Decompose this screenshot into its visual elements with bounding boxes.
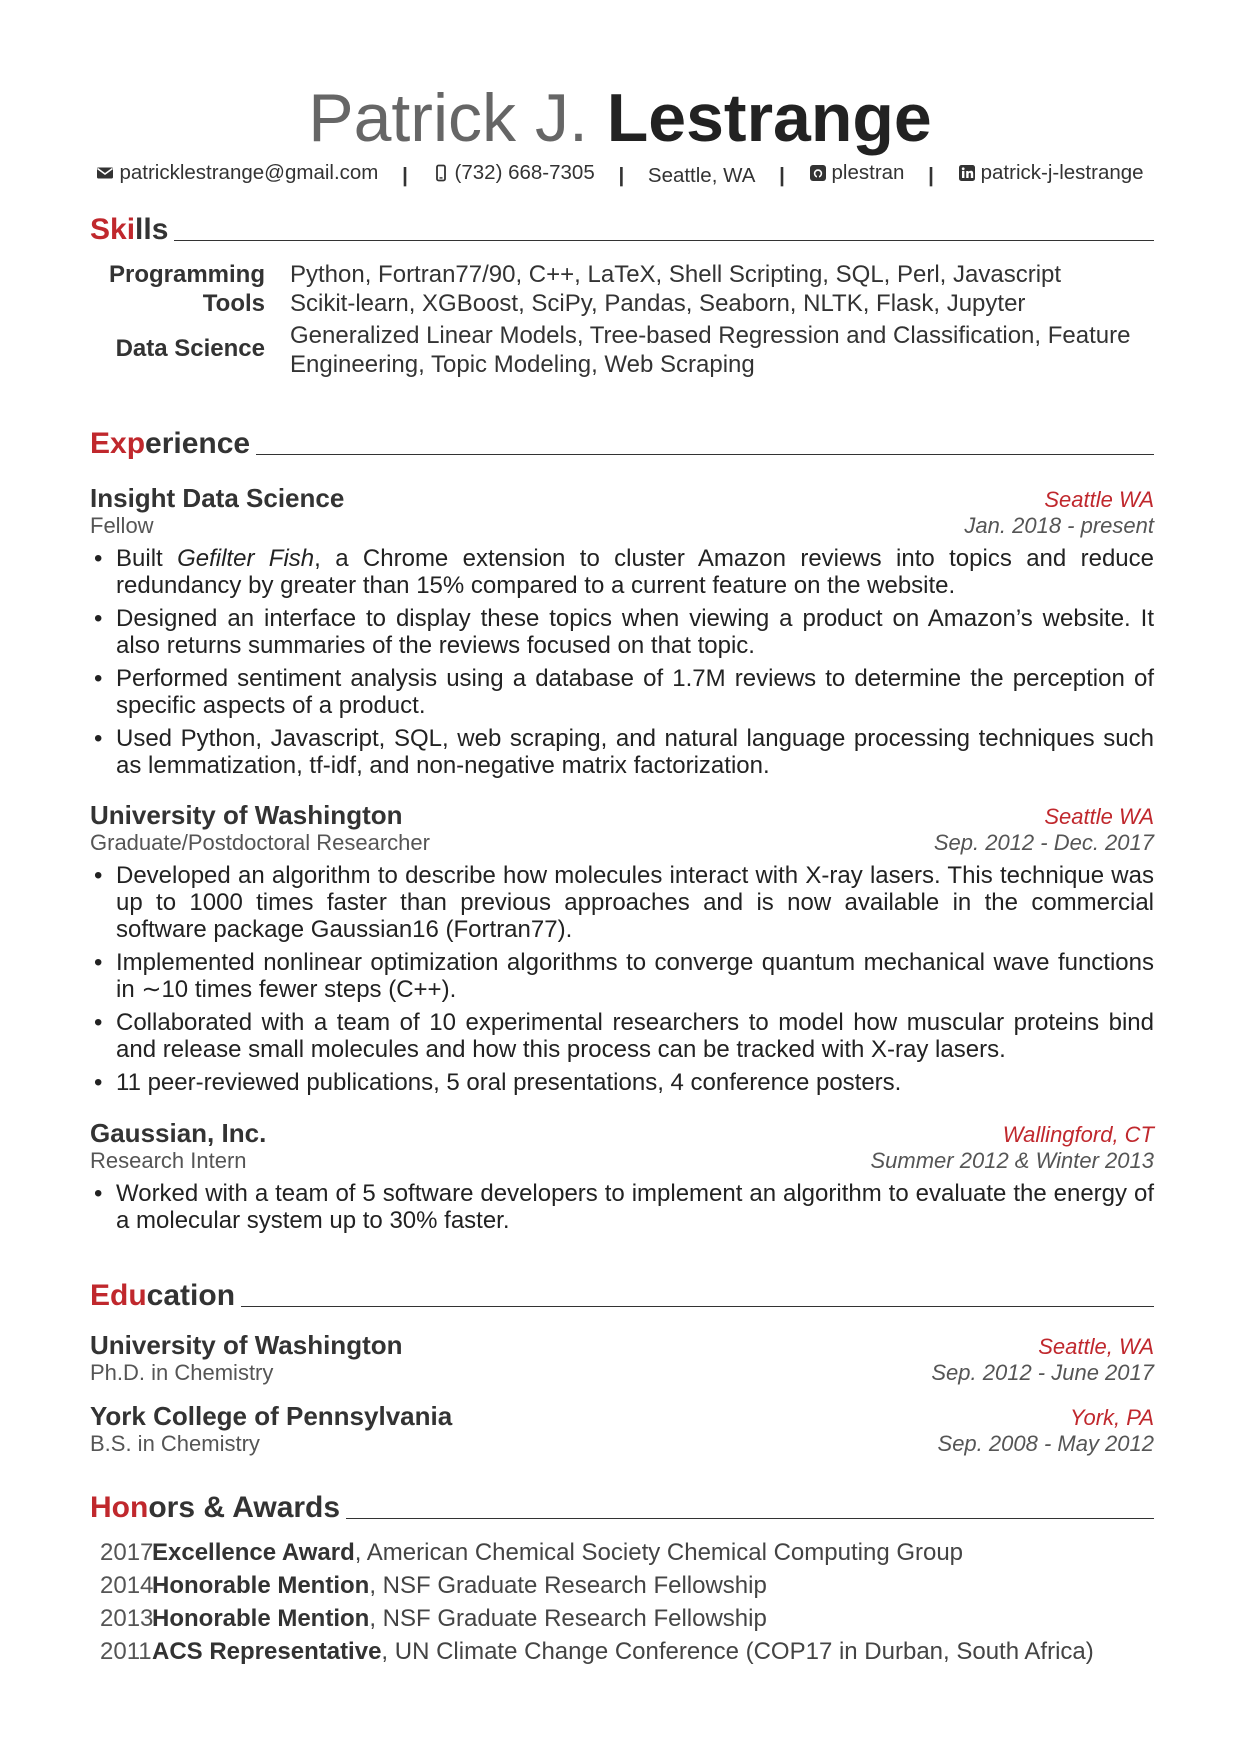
awards-list (100, 1536, 1154, 1668)
experience-entry (90, 483, 1154, 785)
education-section-header (90, 1272, 1154, 1312)
experience-entry (90, 800, 1154, 1102)
institution: University of Washington (90, 1330, 403, 1360)
entry-location: Seattle WA (1044, 487, 1154, 512)
list-item: • Designed an interface to display these topics when viewing a product on Amazon’s website. It also returns summaries of the reviews focused on that topic. (90, 605, 1154, 659)
award-year: 2014 (100, 1572, 154, 1599)
bullet-list (90, 545, 1154, 779)
project-name: Gefilter Fish (177, 545, 315, 572)
section-rule (346, 1518, 1154, 1519)
title-rest: lls (135, 213, 169, 246)
section-title (90, 1280, 241, 1312)
position: Fellow (90, 513, 154, 538)
award-title: Excellence Award (152, 1539, 355, 1566)
skill-values: Scikit-learn, XGBoost, SciPy, Pandas, Seaborn, NLTK, Flask, Jupyter (290, 290, 1026, 317)
separator: | (779, 164, 785, 187)
contact-linkedin[interactable] (958, 160, 1144, 186)
title-highlight: Ski (90, 213, 136, 246)
separator: | (402, 164, 408, 187)
title-highlight: Hon (90, 1491, 149, 1524)
entry-dates: Jan. 2018 - present (964, 513, 1154, 538)
experience-entry (90, 1118, 1154, 1240)
title-rest: ors & Awards (148, 1491, 341, 1524)
skill-row (90, 289, 1154, 318)
position: Graduate/Postdoctoral Researcher (90, 830, 430, 855)
contact-line (0, 160, 1240, 189)
skill-category: Programming (108, 261, 265, 288)
award-year: 2017 (100, 1539, 154, 1566)
candidate-name (0, 78, 1240, 158)
title-highlight: Edu (90, 1279, 147, 1312)
skill-row (90, 260, 1154, 289)
institution: York College of Pennsylvania (90, 1401, 453, 1431)
section-title (90, 428, 256, 460)
list-item: • 11 peer-reviewed publications, 5 oral presentations, 4 conference posters. (90, 1069, 1154, 1096)
title-rest: erience (145, 427, 251, 460)
section-rule (174, 240, 1154, 241)
award-title: Honorable Mention (152, 1605, 370, 1632)
first-name: Patrick J. (308, 80, 588, 156)
organization: Gaussian, Inc. (90, 1118, 267, 1148)
entry-location: Seattle, WA (1038, 1334, 1154, 1359)
envelope-icon (96, 164, 114, 182)
section-title (90, 214, 174, 246)
bullet-list (90, 862, 1154, 1096)
skills-table (90, 260, 1154, 379)
location-text: Seattle, WA (647, 164, 756, 187)
award-detail: , NSF Graduate Research Fellowship (369, 1605, 767, 1632)
list-item: • Performed sentiment analysis using a database of 1.7M reviews to determine the perception of specific aspects of a product. (90, 665, 1154, 719)
mobile-phone-icon (432, 164, 450, 182)
list-item: • Developed an algorithm to describe how molecules interact with X-ray lasers. This technique was up to 1000 times faster than previous approaches and is now available in the commercial software package Gaussian16 (Fortran77). (90, 862, 1154, 943)
experience-section-header (90, 420, 1154, 460)
skill-row (90, 321, 1154, 379)
skill-category: Data Science (115, 335, 265, 362)
bullet-text: Built (116, 545, 178, 572)
entry-location: Seattle WA (1044, 804, 1154, 829)
entry-dates: Summer 2012 & Winter 2013 (870, 1148, 1154, 1173)
entry-location: Wallingford, CT (1002, 1122, 1154, 1147)
education-entry (90, 1330, 1154, 1388)
phone-text: (732) 668-7305 (454, 161, 595, 184)
honors-section-header (90, 1484, 1154, 1524)
degree: Ph.D. in Chemistry (90, 1360, 274, 1385)
skill-values: Generalized Linear Models, Tree-based Regression and Classification, Feature Engineering, Topic Modeling, Web Scraping (290, 322, 1131, 378)
contact-email[interactable] (96, 160, 378, 186)
section-rule (256, 454, 1154, 455)
award-year: 2011 (100, 1638, 152, 1665)
entry-dates: Sep. 2008 - May 2012 (937, 1431, 1154, 1456)
github-icon (809, 164, 827, 182)
award-detail: , NSF Graduate Research Fellowship (369, 1572, 767, 1599)
title-rest: cation (146, 1279, 236, 1312)
github-text: plestran (831, 161, 905, 184)
contact-phone[interactable] (432, 160, 595, 186)
award-detail: , American Chemical Society Chemical Computing Group (354, 1539, 964, 1566)
skills-section-header (90, 206, 1154, 246)
email-text: patricklestrange@gmail.com (119, 161, 379, 184)
list-item: • Implemented nonlinear optimization algorithms to converge quantum mechanical wave functions in ∼10 times fewer steps (C++). (90, 949, 1154, 1003)
education-entry (90, 1401, 1154, 1459)
award-item (100, 1635, 1154, 1668)
section-title (90, 1492, 346, 1524)
skill-values: Python, Fortran77/90, C++, LaTeX, Shell Scripting, SQL, Perl, Javascript (290, 261, 1062, 288)
separator: | (618, 164, 625, 187)
award-item (100, 1602, 1154, 1635)
entry-dates: Sep. 2012 - Dec. 2017 (933, 830, 1154, 855)
bullet-list (90, 1180, 1154, 1234)
list-item: • Used Python, Javascript, SQL, web scraping, and natural language processing techniques such as lemmatization, tf-idf, and non-negative matrix factorization. (90, 725, 1154, 779)
entry-dates: Sep. 2012 - June 2017 (931, 1360, 1154, 1385)
list-item: • Collaborated with a team of 10 experimental researchers to model how muscular proteins bind and release small molecules and how this process can be tracked with X-ray lasers. (90, 1009, 1154, 1063)
award-item (100, 1569, 1154, 1602)
contact-location (648, 163, 755, 189)
list-item: • Worked with a team of 5 software developers to implement an algorithm to evaluate the energy of a molecular system up to 30% faster. (90, 1180, 1154, 1234)
award-item (100, 1536, 1154, 1569)
contact-github[interactable] (809, 160, 905, 186)
organization: Insight Data Science (90, 483, 345, 513)
linkedin-icon (958, 164, 976, 182)
award-title: Honorable Mention (152, 1572, 370, 1599)
separator: | (928, 164, 934, 187)
skill-category: Tools (202, 290, 265, 317)
award-detail: , UN Climate Change Conference (COP17 in Durban, South Africa) (381, 1638, 1094, 1665)
entry-location: York, PA (1070, 1405, 1154, 1430)
bullet-text: , a Chrome extension to cluster Amazon reviews into topics and reduce redundancy by greater than 15% compared to a current feature on the website. (116, 545, 1154, 599)
section-rule (241, 1306, 1154, 1307)
title-highlight: Exp (90, 427, 146, 460)
award-year: 2013 (100, 1605, 154, 1632)
last-name: Lestrange (606, 80, 932, 156)
list-item (90, 545, 1154, 599)
position: Research Intern (90, 1148, 247, 1173)
degree: B.S. in Chemistry (90, 1431, 260, 1456)
linkedin-text: patrick-j-lestrange (980, 161, 1144, 184)
award-title: ACS Representative (152, 1638, 382, 1665)
organization: University of Washington (90, 800, 403, 830)
